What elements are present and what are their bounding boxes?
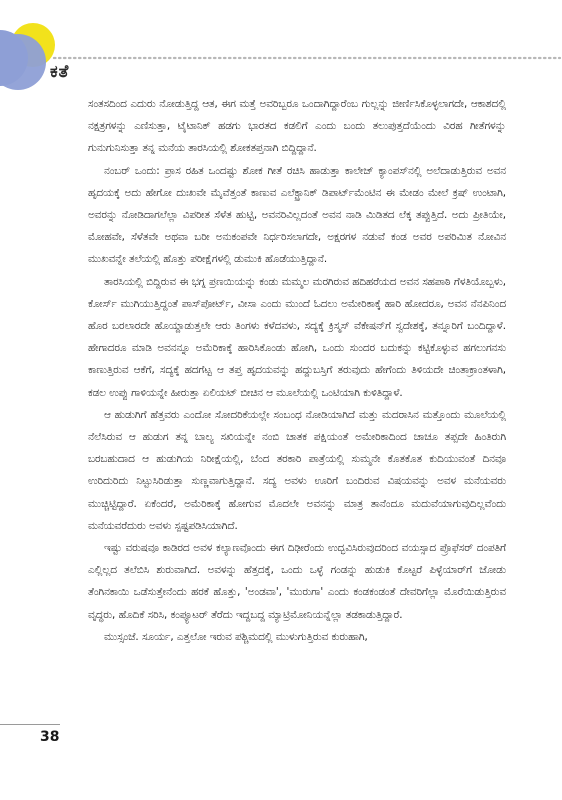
story-body <box>88 93 506 648</box>
paragraph: ಇಷ್ಟು ವರುಷವೂ ಕಾಡಿರದ ಅವಳ ಕಲ್ಯಾಣವೊಂದು ಈಗ ದಿಢೀರೆಂದು ಉದ್ಭವಿಸಿರುವುದರಿಂದ ವಯಸ್ಸಾದ ಪ್ರೊಫೆಸರ್ ದಂಪತಿಗೆ ಎಲ್ಲಿಲ್ಲದ ತಲೆಬಿಸಿ ಶುರುವಾಗಿದೆ. ಅವಳನ್ನು ಹೆತ್ತದಕ್ಕೆ, ಒಂದು ಒಳ್ಳೆ ಗಂಡನ್ನು ಹುಡುಕಿ ಕೊಟ್ಟರೆ ಪಿಳ್ಳೆಯಾರ್‌ಗೆ ಜೋಡು ತೆಂಗಿನಕಾಯಿ ಒಡೆಸುತ್ತೇನೆಂದು ಹರಕೆ ಹೊತ್ತು, 'ಅಂಡವಾ', 'ಮುರುಗಾ' ಎಂದು ಕಂಡಕಂಡಂತೆ ದೇವರಿಗೆಲ್ಲಾ ಮೊರೆಯಿಡುತ್ತಿರುವ ವೃದ್ಧರು, ಹೊದಿಕೆ ಸರಿಸಿ, ಕಂಪ್ಯೂಟರ್ ತೆರೆದು ಇದ್ದಬದ್ದ ಮ್ಯಾಟ್ರಿಮೋನಿಯನ್ನೆಲ್ಲಾ ತಡಕಾಡುತ್ತಿದ್ದಾರೆ. <box>88 542 506 621</box>
footer-rule <box>0 724 60 725</box>
paragraph: ತಾರಸಿಯಲ್ಲಿ ಬಿದ್ದಿರುವ ಈ ಭಗ್ನ ಪ್ರಣಯಿಯನ್ನು ಕಂಡು ಮಮ್ಮಲ ಮರಗಿರುವ ಹದಿಹರೆಯದ ಅವನ ಸಹಪಾಠಿ ಗೆಳತಿಯೊಬ್ಬಳು, ಕೋರ್ಸ್ ಮುಗಿಯುತ್ತಿದ್ದಂತೆ ಪಾಸ್‌ಪೋರ್ಟ್, ವೀಸಾ ಎಂದು ಮುಂದೆ ಓದಲು ಅಮೇರಿಕಾಕ್ಕೆ ಹಾರಿ ಹೋದರೂ, ಅವನ ನೆನಪಿನಿಂದ ಹೊರ ಬರಲಾರದೇ ಹೊಯ್ದಾಡುತ್ತಲೇ ಆರು ತಿಂಗಳು ಕಳೆದವಳು, ಸದ್ಯಕ್ಕೆ ಕ್ರಿಸ್ಮಸ್ ವೆಕೇಷನ್‌ಗೆ ಸ್ವದೇಶಕ್ಕೆ, ತನ್ನೂರಿಗೆ ಬಂದಿದ್ದಾಳೆ. ಹೇಗಾದರೂ ಮಾಡಿ ಅವನನ್ನೂ ಅಮೆರಿಕಾಕ್ಕೆ ಹಾರಿಸಿಕೊಂಡು ಹೋಗಿ, ಒಂದು ಸುಂದರ ಬದುಕನ್ನು ಕಟ್ಟಿಕೊಳ್ಳುವ ಹಗಲುಗನಸು ಕಾಣುತ್ತಿರುವ ಆಕೆಗೆ, ಸದ್ಯಕ್ಕೆ ಹದಗೆಟ್ಟ ಆ ತಪ್ತ ಹೃದಯವನ್ನು ಹದ್ದುಬಸ್ತಿಗೆ ತರುವುದು ಹೇಗೆಂದು ತಿಳಿಯದೇ ಚಿಂತಾಕ್ರಾಂತಳಾಗಿ, ಕಡಲ ಉಪ್ಪು ಗಾಳಿಯನ್ನೇ ಹೀರುತ್ತಾ ಏಲಿಯಟ್ ಬೀಚಿನ ಆ ಮೂಲೆಯಲ್ಲಿ ಒಂಟಿಯಾಗಿ ಕುಳಿತಿದ್ದಾಳೆ. <box>88 275 506 399</box>
section-label: ಕತೆ <box>50 62 70 82</box>
paragraph: ನಂಬರ್ ಒಂದು: ಪ್ರಾಸ ರಹಿತ ಒಂದಷ್ಟು ಶೋಕ ಗೀತೆ ರಚಿಸಿ ಹಾಡುತ್ತಾ ಕಾಲೇಜ್ ಕ್ಯಾಂಪಸ್‌ನಲ್ಲಿ ಅಲೆದಾಡುತ್ತಿರುವ ಅವನ ಹೃದಯಕ್ಕೆ ಅದು ಹೇಗೋ ದುಃಖವೇ ಮೈವೆತ್ತಂತೆ ಕಾಣುವ ಎಲೆಕ್ಟ್ರಾನಿಕ್ ಡಿಪಾರ್ಟ್‌ಮೆಂಟಿನ ಈ ಮೇಡಂ ಮೇಲೆ ಕ್ರಷ್ ಉಂಟಾಗಿ, ಅವರನ್ನು ನೋಡಿದಾಗಲೆಲ್ಲಾ ವಿಪರೀತ ಸೆಳೆತ ಹುಟ್ಟಿ, ಅವನರಿವಿಲ್ಲದಂತೆ ಅವನ ನಾಡಿ ಮಿಡಿತದ ಲೆಕ್ಕ ತಪ್ಪುತ್ತಿದೆ. ಅದು ಪ್ರೀತಿಯೇ, ಮೋಹವೇ, ಸೆಳೆತವೇ ಅಥವಾ ಬರೀ ಅನುಕಂಪವೇ ನಿರ್ಧರಿಸಲಾಗದೇ, ಅಕ್ಷರಗಳ ನಡುವೆ ಕಂಡ ಅವರ ಅಪರಿಮಿತ ನೋವಿನ ಮುಖವನ್ನೇ ತಲೆಯಲ್ಲಿ ಹೊತ್ತು ಪರೀಕ್ಷೆಗಳಲ್ಲಿ ಡುಮುಕಿ ಹೊಡೆಯುತ್ತಿದ್ದಾನೆ. <box>88 164 506 266</box>
paragraph: ಮುಸ್ಸಂಜೆ. ಸೂರ್ಯ, ಎತ್ತಲೋ ಇರುವ ಪಶ್ಚಿಮದಲ್ಲಿ ಮುಳುಗುತ್ತಿರುವ ಕುರುಹಾಗಿ, <box>104 630 368 643</box>
paragraph: ಸಂತಸದಿಂದ ಎದುರು ನೋಡುತ್ತಿದ್ದ ಆತ, ಈಗ ಮತ್ತೆ ಅವರಿಬ್ಬರೂ ಒಂದಾಗಿದ್ದಾರೆಂಬ ಗುಲ್ಲನ್ನು ಜೀರ್ಣಿಸಿಕೊಳ್ಳಲಾಗದೇ, ಆಕಾಶದಲ್ಲಿ ನಕ್ಷತ್ರಗಳನ್ನು ಎಣಿಸುತ್ತಾ, ಟೈಟಾನಿಕ್ ಹಡಗು ಭಾರತದ ಕಡಲಿಗೆ ಎಂದು ಬಂದು ತಲುಪುತ್ತದೆಯೆಂದು ವಿರಹ ಗೀತೆಗಳನ್ನು ಗುನುಗುನಿಸುತ್ತಾ ತನ್ನ ಮನೆಯ ತಾರಸಿಯಲ್ಲಿ ಶೋಕತಪ್ತನಾಗಿ ಬಿದ್ದಿದ್ದಾನೆ. <box>88 98 506 155</box>
paragraph: ಆ ಹುಡುಗಿಗೆ ಹೆತ್ತವರು ಎಂದೋ ಸೋದರಿಕೆಯಲ್ಲೇ ಸಂಬಂಧ ನೋಡಿಯಾಗಿದೆ ಮತ್ತು ಮದರಾಸಿನ ಮತ್ತೊಂದು ಮೂಲೆಯಲ್ಲಿ ನೆಲೆಸಿರುವ ಆ ಹುಡುಗ ತನ್ನ ಬಾಲ್ಯ ಸಖಿಯನ್ನೇ ನಂಬಿ ಚಾತಕ ಪಕ್ಷಿಯಂತೆ ಅಮೇರಿಕಾದಿಂದ ಚಾಚೂ ತಪ್ಪದೇ ಹಿಂತಿರುಗಿ ಬರಬಹುದಾದ ಆ ಹುಡುಗಿಯ ನಿರೀಕ್ಷೆಯಲ್ಲಿ, ಬೆಂದ ತರಕಾರಿ ಪಾತ್ರೆಯಲ್ಲಿ ಸುಮ್ಮನೇ ಕೊತಕೊತ ಕುದಿಯುವಂತೆ ದಿನವೂ ಉರಿದುರಿದು ನಿಟ್ಟುಸಿರಿಡುತ್ತಾ ಸುಣ್ಣವಾಗುತ್ತಿದ್ದಾನೆ. ಸದ್ಯ ಅವಳು ಊರಿಗೆ ಬಂದಿರುವ ವಿಷಯವನ್ನು ಅವಳ ಮನೆಯವರು ಮುಚ್ಚಿಟ್ಟಿದ್ದಾರೆ. ಏಕೆಂದರೆ, ಅಮೆರಿಕಾಕ್ಕೆ ಹೋಗುವ ಮೊದಲೇ ಅವನನ್ನು ಮಾತ್ರ ತಾನೆಂದೂ ಮದುವೆಯಾಗುವುದಿಲ್ಲವೆಂದು ಮನೆಯವರೆದುರು ಅವಳು ಸ್ಪಷ್ಟಪಡಿಸಿಯಾಗಿದೆ. <box>88 408 506 532</box>
page-number: 38 <box>40 729 60 745</box>
